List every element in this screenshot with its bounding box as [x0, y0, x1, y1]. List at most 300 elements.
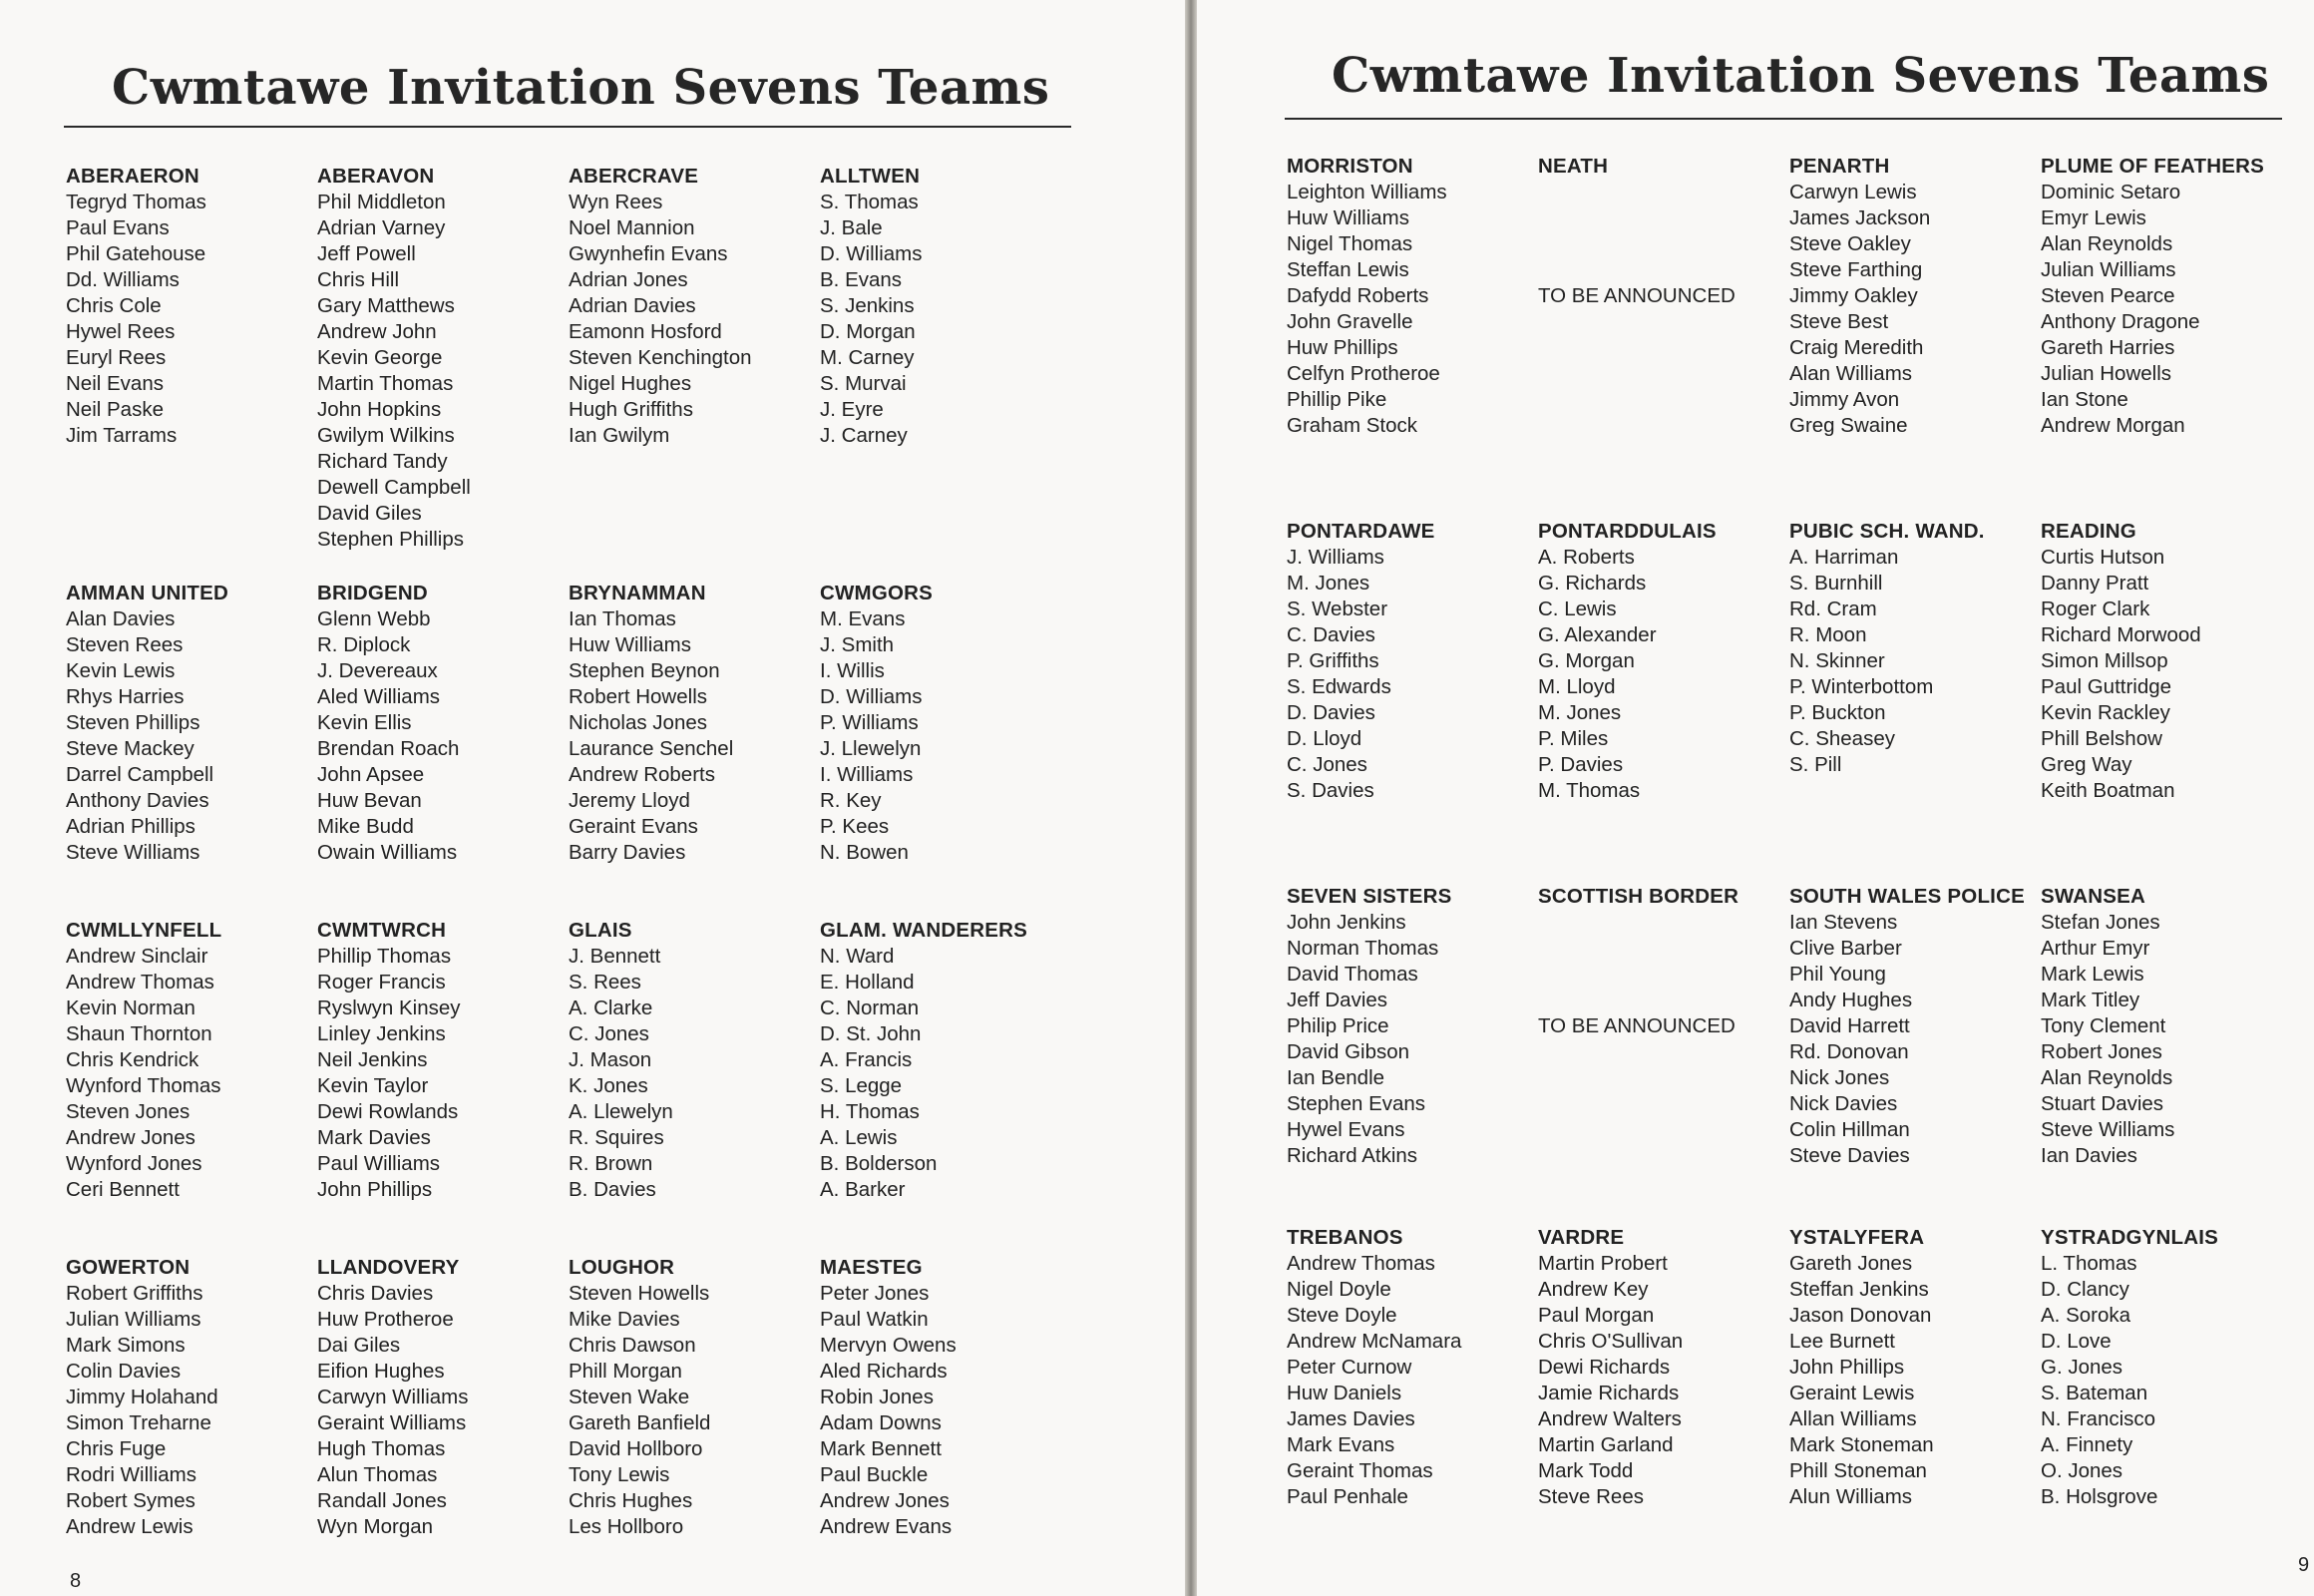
- player-name: C. Jones: [1287, 753, 1367, 776]
- player-name: P. Davies: [1538, 753, 1624, 776]
- player-name: John Apsee: [317, 763, 425, 786]
- player-name: Simon Treharne: [66, 1411, 211, 1434]
- player-list: [66, 944, 310, 1203]
- player-name: Ian Davies: [2041, 1144, 2137, 1167]
- player-name: Phillip Pike: [1287, 388, 1387, 411]
- player-name: O. Jones: [2041, 1459, 2123, 1482]
- player-name: S. Webster: [1287, 598, 1388, 620]
- player-name: Randall Jones: [317, 1489, 447, 1512]
- player-name: Nigel Doyle: [1287, 1278, 1391, 1301]
- team-name: ABERAVON: [317, 165, 435, 188]
- player-list: [317, 190, 562, 553]
- player-name: Adrian Phillips: [66, 815, 195, 838]
- page-title: Cwmtawe Invitation Sevens Teams: [112, 60, 1050, 116]
- player-name: Wyn Morgan: [317, 1515, 434, 1538]
- player-name: D. Williams: [820, 685, 923, 708]
- team-block: [1538, 884, 1782, 1039]
- player-name: Martin Probert: [1538, 1252, 1668, 1275]
- player-list: [317, 944, 562, 1203]
- team-note: TO BE ANNOUNCED: [1538, 1014, 1736, 1037]
- team-block: [820, 918, 1064, 1203]
- team-block: [569, 918, 813, 1203]
- player-list: [569, 190, 813, 449]
- player-name: Martin Garland: [1538, 1433, 1674, 1456]
- player-list: [1538, 1251, 1782, 1510]
- team-block: [1538, 519, 1782, 804]
- team-block: [820, 164, 1064, 449]
- player-name: Steffan Lewis: [1287, 258, 1409, 281]
- page-number: 9: [2298, 1554, 2310, 1576]
- player-name: Keith Boatman: [2041, 779, 2175, 802]
- player-name: Les Hollboro: [569, 1515, 684, 1538]
- player-name: Julian Williams: [66, 1308, 201, 1331]
- player-name: Andrew Sinclair: [66, 945, 208, 968]
- player-name: Dewell Campbell: [317, 476, 471, 499]
- player-name: G. Richards: [1538, 572, 1647, 595]
- player-name: B. Holsgrove: [2041, 1485, 2158, 1508]
- player-name: Phill Stoneman: [1789, 1459, 1927, 1482]
- player-name: P. Buckton: [1789, 701, 1886, 724]
- player-name: Alan Williams: [1789, 362, 1913, 385]
- player-name: Chris Dawson: [569, 1334, 696, 1357]
- player-name: Steve Oakley: [1789, 232, 1911, 255]
- player-name: N. Francisco: [2041, 1407, 2156, 1430]
- team-block: [2041, 884, 2285, 1169]
- player-name: P. Williams: [820, 711, 919, 734]
- team-block: [66, 581, 310, 866]
- player-name: Huw Phillips: [1287, 336, 1398, 359]
- player-list: [569, 944, 813, 1203]
- player-name: James Jackson: [1789, 206, 1931, 229]
- player-name: Kevin Rackley: [2041, 701, 2170, 724]
- player-name: Chris Fuge: [66, 1437, 167, 1460]
- team-name: LLANDOVERY: [317, 1256, 460, 1279]
- player-name: Aled Richards: [820, 1360, 948, 1383]
- player-name: R. Squires: [569, 1126, 664, 1149]
- player-name: Andrew Roberts: [569, 763, 715, 786]
- player-name: Andrew Walters: [1538, 1407, 1682, 1430]
- player-name: K. Jones: [569, 1074, 648, 1097]
- team-name: PONTARDAWE: [1287, 520, 1435, 543]
- player-name: Andrew Morgan: [2041, 414, 2185, 437]
- player-name: Robert Jones: [2041, 1040, 2162, 1063]
- player-name: B. Evans: [820, 268, 903, 291]
- player-name: N. Ward: [820, 945, 895, 968]
- player-name: Arthur Emyr: [2041, 937, 2150, 960]
- player-name: Steven Howells: [569, 1282, 710, 1305]
- player-name: Steven Phillips: [66, 711, 200, 734]
- player-name: Andrew McNamara: [1287, 1330, 1462, 1353]
- team-name: YSTALYFERA: [1789, 1226, 1925, 1249]
- player-name: John Hopkins: [317, 398, 442, 421]
- player-name: Geraint Evans: [569, 815, 698, 838]
- player-name: Phill Morgan: [569, 1360, 682, 1383]
- player-name: Dafydd Roberts: [1287, 284, 1429, 307]
- player-name: Euryl Rees: [66, 346, 167, 369]
- player-name: Robert Griffiths: [66, 1282, 203, 1305]
- player-name: J. Llewelyn: [820, 737, 922, 760]
- player-name: Tony Clement: [2041, 1014, 2166, 1037]
- page-title: Cwmtawe Invitation Sevens Teams: [1332, 48, 2270, 104]
- player-name: Roger Francis: [317, 971, 446, 994]
- player-name: Alan Reynolds: [2041, 1066, 2173, 1089]
- player-name: Steve Rees: [1538, 1485, 1644, 1508]
- team-block: [317, 581, 562, 866]
- player-name: Craig Meredith: [1789, 336, 1924, 359]
- player-name: Paul Guttridge: [2041, 675, 2172, 698]
- player-name: A. Harriman: [1789, 546, 1899, 569]
- team-name: SCOTTISH BORDER: [1538, 885, 1739, 908]
- player-name: D. Williams: [820, 242, 923, 265]
- player-name: Chris Hughes: [569, 1489, 693, 1512]
- player-name: Neil Paske: [66, 398, 164, 421]
- team-name: SEVEN SISTERS: [1287, 885, 1452, 908]
- team-name: GLAM. WANDERERS: [820, 919, 1027, 942]
- player-name: Tegryd Thomas: [66, 191, 206, 213]
- player-list: [66, 1281, 310, 1540]
- player-name: Glenn Webb: [317, 607, 431, 630]
- team-name: PUBIC SCH. WAND.: [1789, 520, 1985, 543]
- player-name: D. Davies: [1287, 701, 1375, 724]
- player-name: A. Llewelyn: [569, 1100, 673, 1123]
- player-name: Mike Budd: [317, 815, 414, 838]
- player-name: Rd. Donovan: [1789, 1040, 1909, 1063]
- player-name: Andrew Thomas: [1287, 1252, 1435, 1275]
- team-block: [1789, 1225, 2034, 1510]
- team-name: CWMLLYNFELL: [66, 919, 222, 942]
- player-name: Ceri Bennett: [66, 1178, 180, 1201]
- team-block: [820, 581, 1064, 866]
- player-name: Ian Bendle: [1287, 1066, 1385, 1089]
- player-name: James Davies: [1287, 1407, 1415, 1430]
- player-name: Geraint Thomas: [1287, 1459, 1433, 1482]
- team-block: [1538, 154, 1782, 309]
- player-name: M. Carney: [820, 346, 915, 369]
- team-name: NEATH: [1538, 155, 1609, 178]
- player-name: Roger Clark: [2041, 598, 2150, 620]
- player-name: Linley Jenkins: [317, 1022, 446, 1045]
- player-name: Paul Evans: [66, 216, 170, 239]
- player-name: P. Griffiths: [1287, 649, 1379, 672]
- player-name: C. Sheasey: [1789, 727, 1895, 750]
- player-name: Jeff Davies: [1287, 989, 1388, 1011]
- player-name: D. Lloyd: [1287, 727, 1362, 750]
- player-name: Eamonn Hosford: [569, 320, 722, 343]
- player-name: John Gravelle: [1287, 310, 1413, 333]
- player-name: Dewi Richards: [1538, 1356, 1671, 1379]
- player-name: Dominic Setaro: [2041, 181, 2181, 203]
- player-name: Darrel Campbell: [66, 763, 214, 786]
- team-block: [1287, 154, 1531, 439]
- player-name: D. Clancy: [2041, 1278, 2129, 1301]
- player-name: L. Thomas: [2041, 1252, 2137, 1275]
- player-name: H. Thomas: [820, 1100, 920, 1123]
- player-name: Steve Williams: [66, 841, 200, 864]
- player-name: Chris Cole: [66, 294, 162, 317]
- player-name: Celfyn Protheroe: [1287, 362, 1440, 385]
- player-name: Jamie Richards: [1538, 1382, 1680, 1404]
- player-name: Mark Evans: [1287, 1433, 1395, 1456]
- player-name: Dai Giles: [317, 1334, 401, 1357]
- player-name: David Hollboro: [569, 1437, 703, 1460]
- player-name: Neil Jenkins: [317, 1048, 428, 1071]
- team-block: [1287, 884, 1531, 1169]
- player-name: Neil Evans: [66, 372, 164, 395]
- team-name: ALLTWEN: [820, 165, 921, 188]
- player-list: [1287, 180, 1531, 439]
- player-name: Lee Burnett: [1789, 1330, 1895, 1353]
- player-name: S. Burnhill: [1789, 572, 1883, 595]
- player-name: Robert Symes: [66, 1489, 195, 1512]
- team-name: SWANSEA: [2041, 885, 2146, 908]
- player-name: C. Norman: [820, 997, 920, 1019]
- player-name: M. Jones: [1287, 572, 1370, 595]
- player-name: Carwyn Lewis: [1789, 181, 1917, 203]
- player-name: Julian Williams: [2041, 258, 2176, 281]
- team-name: GOWERTON: [66, 1256, 191, 1279]
- player-list: [1789, 1251, 2034, 1510]
- player-name: C. Davies: [1287, 623, 1375, 646]
- player-name: Anthony Davies: [66, 789, 209, 812]
- player-name: Dd. Williams: [66, 268, 180, 291]
- team-name: ABERCRAVE: [569, 165, 699, 188]
- player-name: Ryslwyn Kinsey: [317, 997, 461, 1019]
- player-name: Martin Thomas: [317, 372, 454, 395]
- player-name: S. Pill: [1789, 753, 1842, 776]
- team-block: [1789, 154, 2034, 439]
- player-name: Alun Thomas: [317, 1463, 438, 1486]
- player-name: N. Skinner: [1789, 649, 1885, 672]
- player-name: Kevin Taylor: [317, 1074, 429, 1097]
- player-name: Kevin Norman: [66, 997, 195, 1019]
- player-name: S. Edwards: [1287, 675, 1391, 698]
- player-name: R. Moon: [1789, 623, 1867, 646]
- player-name: Mark Bennett: [820, 1437, 942, 1460]
- player-name: Jimmy Holahand: [66, 1386, 218, 1408]
- player-name: Brendan Roach: [317, 737, 460, 760]
- player-name: Jeff Powell: [317, 242, 416, 265]
- player-name: A. Clarke: [569, 997, 653, 1019]
- player-name: C. Jones: [569, 1022, 649, 1045]
- player-name: Adam Downs: [820, 1411, 942, 1434]
- player-name: E. Holland: [820, 971, 915, 994]
- player-name: S. Jenkins: [820, 294, 915, 317]
- player-name: Leighton Williams: [1287, 181, 1447, 203]
- player-name: Shaun Thornton: [66, 1022, 212, 1045]
- player-name: Clive Barber: [1789, 937, 1902, 960]
- player-list: [1287, 910, 1531, 1169]
- player-name: Steven Wake: [569, 1386, 690, 1408]
- player-list: [569, 606, 813, 866]
- team-name: GLAIS: [569, 919, 632, 942]
- player-name: Andrew Key: [1538, 1278, 1649, 1301]
- player-list: [2041, 910, 2285, 1169]
- player-name: Allan Williams: [1789, 1407, 1917, 1430]
- team-block: [1789, 519, 2034, 778]
- player-name: Nigel Thomas: [1287, 232, 1413, 255]
- player-name: G. Morgan: [1538, 649, 1635, 672]
- title-rule: [64, 126, 1071, 128]
- team-name: PONTARDDULAIS: [1538, 520, 1717, 543]
- player-name: Steve Davies: [1789, 1144, 1910, 1167]
- player-name: Jimmy Avon: [1789, 388, 1900, 411]
- player-name: Paul Morgan: [1538, 1304, 1655, 1327]
- player-list: [1538, 545, 1782, 804]
- player-name: C. Lewis: [1538, 598, 1617, 620]
- player-name: A. Finnety: [2041, 1433, 2133, 1456]
- player-name: Huw Protheroe: [317, 1308, 454, 1331]
- player-name: Alun Williams: [1789, 1485, 1913, 1508]
- player-name: Paul Watkin: [820, 1308, 929, 1331]
- player-name: M. Lloyd: [1538, 675, 1616, 698]
- player-name: Mark Simons: [66, 1334, 186, 1357]
- player-name: Colin Davies: [66, 1360, 182, 1383]
- player-name: I. Willis: [820, 659, 885, 682]
- player-name: Kevin Lewis: [66, 659, 176, 682]
- team-name: CWMTWRCH: [317, 919, 447, 942]
- player-name: David Gibson: [1287, 1040, 1410, 1063]
- book-spine: [1185, 0, 1197, 1596]
- player-name: Alan Reynolds: [2041, 232, 2173, 255]
- player-name: Noel Mannion: [569, 216, 695, 239]
- team-name: VARDRE: [1538, 1226, 1625, 1249]
- player-name: Ian Gwilym: [569, 424, 670, 447]
- player-name: Steven Kenchington: [569, 346, 752, 369]
- player-list: [66, 606, 310, 866]
- player-name: Huw Bevan: [317, 789, 422, 812]
- player-list: [1789, 545, 2034, 778]
- player-name: Gary Matthews: [317, 294, 455, 317]
- player-name: Nick Davies: [1789, 1092, 1898, 1115]
- player-name: Paul Williams: [317, 1152, 441, 1175]
- team-name: PENARTH: [1789, 155, 1890, 178]
- player-name: S. Legge: [820, 1074, 903, 1097]
- player-name: Phil Middleton: [317, 191, 446, 213]
- player-name: S. Murvai: [820, 372, 907, 395]
- player-name: J. Devereaux: [317, 659, 438, 682]
- player-name: Steve Mackey: [66, 737, 194, 760]
- title-rule: [1285, 118, 2282, 120]
- player-name: Andrew Thomas: [66, 971, 214, 994]
- player-list: [317, 606, 562, 866]
- player-name: Julian Howells: [2041, 362, 2172, 385]
- player-name: J. Bale: [820, 216, 883, 239]
- team-block: [66, 918, 310, 1203]
- player-name: Steven Jones: [66, 1100, 191, 1123]
- player-name: M. Evans: [820, 607, 906, 630]
- player-name: Adrian Jones: [569, 268, 688, 291]
- team-block: [317, 1255, 562, 1540]
- team-name: BRYNAMMAN: [569, 582, 706, 604]
- player-name: Andrew Jones: [820, 1489, 950, 1512]
- player-name: Greg Swaine: [1789, 414, 1908, 437]
- player-name: R. Diplock: [317, 633, 411, 656]
- player-name: Phillip Thomas: [317, 945, 452, 968]
- player-name: S. Rees: [569, 971, 641, 994]
- player-list: [317, 1281, 562, 1540]
- player-name: Carwyn Williams: [317, 1386, 469, 1408]
- player-name: David Giles: [317, 502, 422, 525]
- player-name: M. Thomas: [1538, 779, 1641, 802]
- team-name: MAESTEG: [820, 1256, 923, 1279]
- player-name: Andrew Evans: [820, 1515, 953, 1538]
- team-name: AMMAN UNITED: [66, 582, 228, 604]
- player-name: J. Williams: [1287, 546, 1384, 569]
- player-name: Steven Rees: [66, 633, 184, 656]
- player-name: Stephen Phillips: [317, 528, 465, 551]
- player-name: Gareth Harries: [2041, 336, 2175, 359]
- player-list: [569, 1281, 813, 1540]
- team-block: [2041, 519, 2285, 804]
- player-name: Danny Pratt: [2041, 572, 2149, 595]
- player-name: John Jenkins: [1287, 911, 1406, 934]
- player-name: Huw Williams: [1287, 206, 1409, 229]
- player-name: Richard Tandy: [317, 450, 448, 473]
- player-name: Geraint Lewis: [1789, 1382, 1915, 1404]
- player-name: Jim Tarrams: [66, 424, 178, 447]
- player-name: Stephen Evans: [1287, 1092, 1426, 1115]
- player-name: Steffan Jenkins: [1789, 1278, 1929, 1301]
- team-block: [317, 918, 562, 1203]
- player-name: Huw Daniels: [1287, 1382, 1402, 1404]
- player-list: [820, 606, 1064, 866]
- player-list: [1287, 545, 1531, 804]
- player-name: Hywel Rees: [66, 320, 176, 343]
- player-name: J. Smith: [820, 633, 895, 656]
- player-name: Andrew Lewis: [66, 1515, 193, 1538]
- player-name: Nick Jones: [1789, 1066, 1890, 1089]
- player-name: Steve Farthing: [1789, 258, 1923, 281]
- player-name: Adrian Davies: [569, 294, 696, 317]
- player-name: Jason Donovan: [1789, 1304, 1932, 1327]
- player-name: Stephen Beynon: [569, 659, 720, 682]
- player-name: David Harrett: [1789, 1014, 1910, 1037]
- player-list: [1287, 1251, 1531, 1510]
- player-name: Mark Davies: [317, 1126, 431, 1149]
- player-name: John Phillips: [1789, 1356, 1905, 1379]
- player-name: A. Francis: [820, 1048, 913, 1071]
- player-name: Norman Thomas: [1287, 937, 1439, 960]
- team-name: BRIDGEND: [317, 582, 428, 604]
- player-name: Gwynhefin Evans: [569, 242, 728, 265]
- player-name: Andrew Jones: [66, 1126, 195, 1149]
- player-name: P. Winterbottom: [1789, 675, 1934, 698]
- player-name: Chris O'Sullivan: [1538, 1330, 1684, 1353]
- player-name: A. Barker: [820, 1178, 906, 1201]
- player-name: Jeremy Lloyd: [569, 789, 690, 812]
- player-name: Chris Kendrick: [66, 1048, 199, 1071]
- player-name: Chris Davies: [317, 1282, 434, 1305]
- player-list: [820, 1281, 1064, 1540]
- player-name: B. Bolderson: [820, 1152, 938, 1175]
- player-name: John Phillips: [317, 1178, 433, 1201]
- player-name: Huw Williams: [569, 633, 691, 656]
- player-name: Stuart Davies: [2041, 1092, 2164, 1115]
- player-name: Aled Williams: [317, 685, 441, 708]
- player-name: Richard Morwood: [2041, 623, 2201, 646]
- player-name: Chris Hill: [317, 268, 399, 291]
- player-name: Wynford Thomas: [66, 1074, 221, 1097]
- player-name: Owain Williams: [317, 841, 458, 864]
- player-name: J. Mason: [569, 1048, 652, 1071]
- player-name: A. Roberts: [1538, 546, 1635, 569]
- team-name: SOUTH WALES POLICE: [1789, 885, 2025, 908]
- player-name: Greg Way: [2041, 753, 2132, 776]
- player-name: Paul Penhale: [1287, 1485, 1408, 1508]
- player-name: Steve Best: [1789, 310, 1889, 333]
- player-name: Steven Pearce: [2041, 284, 2175, 307]
- player-name: Anthony Dragone: [2041, 310, 2200, 333]
